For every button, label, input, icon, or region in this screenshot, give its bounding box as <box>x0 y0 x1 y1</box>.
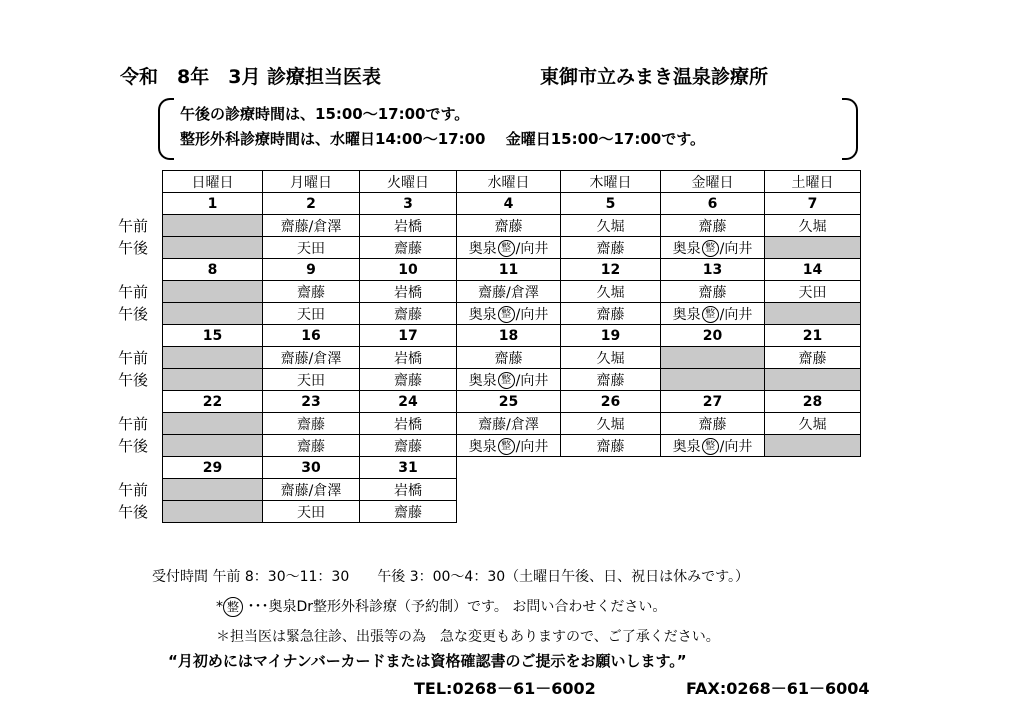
doctor-cell: 久堀 <box>561 347 661 369</box>
date-cell: 15 <box>163 325 263 347</box>
am-row <box>163 413 861 435</box>
weekday-header: 月曜日 <box>263 171 360 193</box>
date-cell: 13 <box>661 259 765 281</box>
pm-row <box>163 303 861 325</box>
date-cell: 11 <box>457 259 561 281</box>
date-cell: 14 <box>765 259 861 281</box>
right-bracket <box>842 98 858 160</box>
doctor-cell: 齋藤 <box>360 303 457 325</box>
date-row <box>163 259 861 281</box>
blank-cell <box>765 501 861 523</box>
afternoon-label: 午後 <box>118 370 149 389</box>
date-cell: 5 <box>561 193 661 215</box>
doctor-cell: 天田 <box>765 281 861 303</box>
doctor-cell: 久堀 <box>561 215 661 237</box>
date-cell: 16 <box>263 325 360 347</box>
date-cell: 29 <box>163 457 263 479</box>
blank-cell <box>457 457 561 479</box>
closed-cell <box>163 347 263 369</box>
blank-cell <box>561 479 661 501</box>
seiken-circle-icon: 整 <box>498 240 515 257</box>
morning-label: 午前 <box>118 282 149 301</box>
closed-cell <box>163 215 263 237</box>
pm-row <box>163 237 861 259</box>
doctor-cell: 齋藤 <box>561 435 661 457</box>
date-cell: 26 <box>561 391 661 413</box>
am-row <box>163 215 861 237</box>
doctor-cell: 齋藤 <box>561 303 661 325</box>
doctor-cell: 岩橋 <box>360 413 457 435</box>
doctor-cell: 奥泉 整 /向井 <box>457 435 561 457</box>
date-row <box>163 325 861 347</box>
date-cell: 12 <box>561 259 661 281</box>
seiken-circle-icon: 整 <box>498 372 515 389</box>
doctor-cell: 齋藤 <box>263 413 360 435</box>
afternoon-hours-note: 午後の診療時間は、15:00～17:00です。 <box>180 105 470 123</box>
hours-note <box>158 98 858 158</box>
am-row <box>163 281 861 303</box>
doctor-cell: 久堀 <box>765 215 861 237</box>
doctor-cell: 岩橋 <box>360 479 457 501</box>
doctor-cell: 齋藤 <box>360 501 457 523</box>
closed-cell <box>163 369 263 391</box>
change-notice: ＊担当医は緊急往診、出張等の為 急な変更もありますので、ご了承ください。 <box>216 629 720 645</box>
am-row <box>163 479 861 501</box>
doctor-cell: 奥泉 整 /向井 <box>457 369 561 391</box>
seiken-circle-icon: 整 <box>498 438 515 455</box>
weekday-header-row <box>163 171 861 193</box>
doctor-cell: 奥泉 整 /向井 <box>661 237 765 259</box>
doctor-cell: 齋藤 <box>457 215 561 237</box>
phone-number: TEL:0268－61－6002 <box>414 679 596 698</box>
mynumber-card-notice: “月初めにはマイナンバーカードまたは資格確認書のご提示をお願いします。” <box>168 652 687 670</box>
date-cell: 7 <box>765 193 861 215</box>
doctor-cell: 齋藤/倉澤 <box>457 281 561 303</box>
left-bracket <box>158 98 174 160</box>
legend-asterisk: * <box>216 599 223 615</box>
date-cell: 25 <box>457 391 561 413</box>
date-cell: 18 <box>457 325 561 347</box>
closed-cell <box>661 369 765 391</box>
reception-hours: 受付時間 午前 8：30～11：30 午後 3：00～4：30（土曜日午後、日、祝日は休みです。） <box>152 569 750 585</box>
page-title: 令和 8年 3月 診療担当医表 <box>120 66 382 88</box>
doctor-cell: 齋藤 <box>263 281 360 303</box>
doctor-cell: 齋藤 <box>360 237 457 259</box>
closed-cell <box>163 237 263 259</box>
blank-cell <box>765 479 861 501</box>
blank-cell <box>457 501 561 523</box>
afternoon-label: 午後 <box>118 304 149 323</box>
seiken-circle-icon: 整 <box>223 597 243 617</box>
doctor-cell: 天田 <box>263 369 360 391</box>
date-cell: 27 <box>661 391 765 413</box>
doctor-cell: 齋藤/倉澤 <box>457 413 561 435</box>
date-cell: 17 <box>360 325 457 347</box>
morning-label: 午前 <box>118 480 149 499</box>
schedule-table <box>162 170 861 523</box>
doctor-cell: 岩橋 <box>360 281 457 303</box>
weekday-header: 土曜日 <box>765 171 861 193</box>
seiken-legend <box>216 596 666 617</box>
date-cell: 30 <box>263 457 360 479</box>
seiken-circle-icon: 整 <box>702 438 719 455</box>
weekday-header: 金曜日 <box>661 171 765 193</box>
weekday-header: 水曜日 <box>457 171 561 193</box>
doctor-cell: 齋藤 <box>661 413 765 435</box>
pm-row <box>163 435 861 457</box>
doctor-cell: 齋藤 <box>561 237 661 259</box>
doctor-cell: 齋藤 <box>661 281 765 303</box>
doctor-cell: 齋藤 <box>360 369 457 391</box>
doctor-cell: 齋藤 <box>765 347 861 369</box>
closed-cell <box>163 413 263 435</box>
date-cell: 10 <box>360 259 457 281</box>
date-cell: 24 <box>360 391 457 413</box>
afternoon-label: 午後 <box>118 502 149 521</box>
doctor-cell: 齋藤 <box>263 435 360 457</box>
closed-cell <box>765 303 861 325</box>
date-cell: 8 <box>163 259 263 281</box>
weekday-header: 火曜日 <box>360 171 457 193</box>
am-row <box>163 347 861 369</box>
closed-cell <box>765 237 861 259</box>
doctor-cell: 齋藤/倉澤 <box>263 215 360 237</box>
date-cell: 6 <box>661 193 765 215</box>
closed-cell <box>163 479 263 501</box>
doctor-cell: 奥泉 整 /向井 <box>661 435 765 457</box>
doctor-cell: 齋藤 <box>360 435 457 457</box>
closed-cell <box>163 501 263 523</box>
blank-cell <box>457 479 561 501</box>
closed-cell <box>661 347 765 369</box>
afternoon-label: 午後 <box>118 238 149 257</box>
orthopedics-hours-note: 整形外科診療時間は、水曜日14:00～17:00 金曜日15:00～17:00です。 <box>180 130 706 148</box>
date-cell: 20 <box>661 325 765 347</box>
date-row <box>163 457 861 479</box>
doctor-cell: 岩橋 <box>360 347 457 369</box>
date-row <box>163 391 861 413</box>
date-cell: 22 <box>163 391 263 413</box>
doctor-cell: 天田 <box>263 501 360 523</box>
date-cell: 2 <box>263 193 360 215</box>
weekday-header: 木曜日 <box>561 171 661 193</box>
doctor-cell: 天田 <box>263 303 360 325</box>
clinic-name: 東御市立みまき温泉診療所 <box>540 66 769 88</box>
date-row <box>163 193 861 215</box>
doctor-cell: 奥泉 整 /向井 <box>661 303 765 325</box>
doctor-cell: 久堀 <box>765 413 861 435</box>
date-cell: 19 <box>561 325 661 347</box>
doctor-cell: 岩橋 <box>360 215 457 237</box>
blank-cell <box>561 457 661 479</box>
seiken-circle-icon: 整 <box>702 240 719 257</box>
pm-row <box>163 369 861 391</box>
morning-label: 午前 <box>118 216 149 235</box>
doctor-cell: 齋藤/倉澤 <box>263 347 360 369</box>
doctor-cell: 齋藤/倉澤 <box>263 479 360 501</box>
date-cell: 4 <box>457 193 561 215</box>
legend-text: ･･･奥泉Dr整形外科診療（予約制）です。 お問い合わせください。 <box>247 599 667 615</box>
blank-cell <box>661 457 765 479</box>
blank-cell <box>661 479 765 501</box>
closed-cell <box>765 435 861 457</box>
fax-number: FAX:0268－61－6004 <box>686 679 870 698</box>
doctor-cell: 齋藤 <box>457 347 561 369</box>
doctor-cell: 天田 <box>263 237 360 259</box>
blank-cell <box>765 457 861 479</box>
closed-cell <box>163 435 263 457</box>
closed-cell <box>163 281 263 303</box>
morning-label: 午前 <box>118 414 149 433</box>
date-cell: 9 <box>263 259 360 281</box>
seiken-circle-icon: 整 <box>702 306 719 323</box>
morning-label: 午前 <box>118 348 149 367</box>
date-cell: 3 <box>360 193 457 215</box>
doctor-cell: 久堀 <box>561 281 661 303</box>
doctor-cell: 奥泉 整 /向井 <box>457 237 561 259</box>
blank-cell <box>661 501 765 523</box>
date-cell: 31 <box>360 457 457 479</box>
pm-row <box>163 501 861 523</box>
date-cell: 1 <box>163 193 263 215</box>
afternoon-label: 午後 <box>118 436 149 455</box>
doctor-cell: 齋藤 <box>661 215 765 237</box>
weekday-header: 日曜日 <box>163 171 263 193</box>
doctor-cell: 齋藤 <box>561 369 661 391</box>
closed-cell <box>163 303 263 325</box>
blank-cell <box>561 501 661 523</box>
doctor-cell: 奥泉 整 /向井 <box>457 303 561 325</box>
closed-cell <box>765 369 861 391</box>
doctor-cell: 久堀 <box>561 413 661 435</box>
date-cell: 21 <box>765 325 861 347</box>
date-cell: 28 <box>765 391 861 413</box>
date-cell: 23 <box>263 391 360 413</box>
seiken-circle-icon: 整 <box>498 306 515 323</box>
